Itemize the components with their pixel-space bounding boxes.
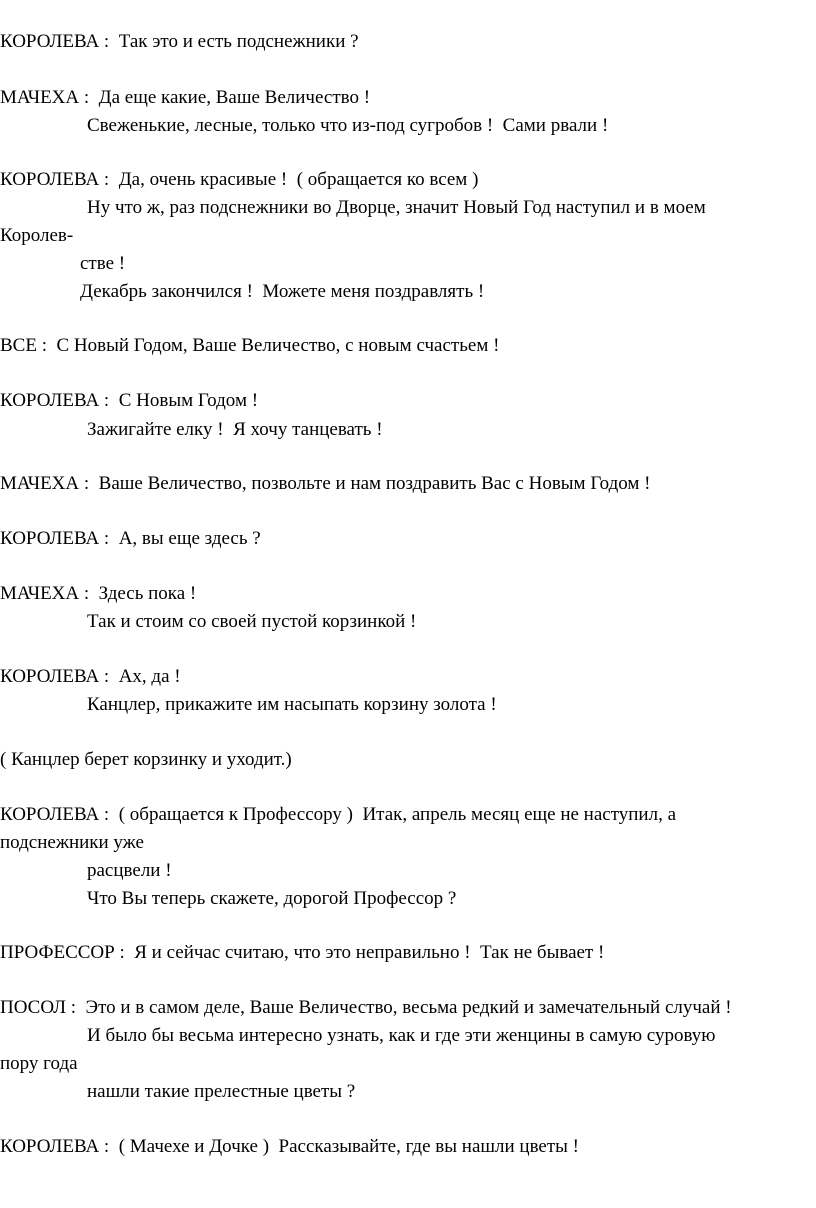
- text-line: расцвели !: [87, 860, 172, 881]
- text-line: Зажигайте елку ! Я хочу танцевать !: [87, 419, 383, 440]
- text-line: Что Вы теперь скажете, дорогой Профессор ?: [87, 888, 457, 909]
- text-line: нашли такие прелестные цветы ?: [87, 1081, 356, 1102]
- text-line: И было бы весьма интересно узнать, как и где эти женцины в самую суровую: [87, 1025, 716, 1046]
- text-line: МАЧЕХА : Здесь пока !: [0, 583, 197, 604]
- text-line: ВСЕ : С Новый Годом, Ваше Величество, с новым счастьем !: [0, 335, 500, 356]
- text-line: Так и стоим со своей пустой корзинкой !: [87, 611, 417, 632]
- text-line: КОРОЛЕВА : Да, очень красивые ! ( обращается ко всем ): [0, 169, 479, 190]
- text-line: Свеженькие, лесные, только что из-под сугробов ! Сами рвали !: [87, 115, 609, 136]
- text-line: стве !: [80, 253, 126, 274]
- text-line: Ну что ж, раз подснежники во Дворце, значит Новый Год наступил и в моем: [87, 197, 706, 218]
- text-line: КОРОЛЕВА : А, вы еще здесь ?: [0, 528, 261, 549]
- text-line: КОРОЛЕВА : С Новым Годом !: [0, 390, 259, 411]
- text-line: ПОСОЛ : Это и в самом деле, Ваше Величество, весьма редкий и замечательный случай !: [0, 997, 732, 1018]
- text-line: КОРОЛЕВА : Ах, да !: [0, 666, 181, 687]
- text-line: Декабрь закончился ! Можете меня поздравлять !: [80, 281, 485, 302]
- text-line: Канцлер, прикажите им насыпать корзину золота !: [87, 694, 497, 715]
- text-line: МАЧЕХА : Ваше Величество, позвольте и нам поздравить Вас с Новым Годом !: [0, 473, 651, 494]
- text-line: МАЧЕХА : Да еще какие, Ваше Величество !: [0, 87, 371, 108]
- text-line: ПРОФЕССОР : Я и сейчас считаю, что это неправильно ! Так не бывает !: [0, 942, 605, 963]
- text-line: подснежники уже: [0, 832, 144, 853]
- text-line: КОРОЛЕВА : ( Мачехе и Дочке ) Рассказывайте, где вы нашли цветы !: [0, 1136, 580, 1157]
- text-line: Королев-: [0, 225, 74, 246]
- text-line: пору года: [0, 1053, 78, 1074]
- text-line: КОРОЛЕВА : Так это и есть подснежники ?: [0, 31, 359, 52]
- text-line: КОРОЛЕВА : ( обращается к Профессору ) Итак, апрель месяц еще не наступил, а: [0, 804, 677, 825]
- text-line: ( Канцлер берет корзинку и уходит.): [0, 749, 292, 770]
